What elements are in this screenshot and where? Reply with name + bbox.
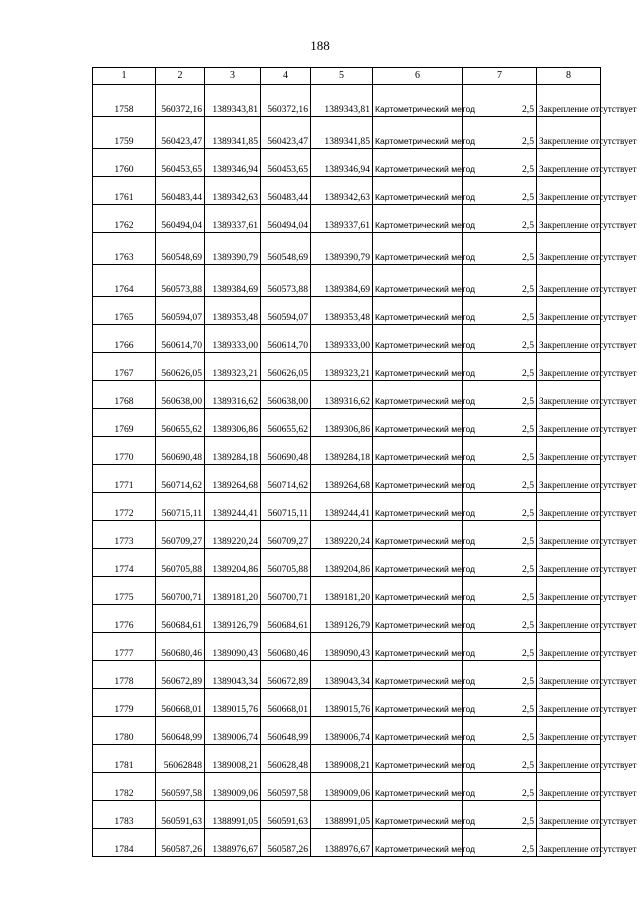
x-coordinate-cell: 560573,88 [156, 265, 205, 297]
method-cell: Картометрический метод [373, 117, 463, 149]
accuracy-cell: 2,5 [463, 605, 537, 633]
y-coordinate-cell: 1389341,85 [311, 117, 373, 149]
table-row [93, 177, 601, 205]
point-number-cell: 1758 [93, 85, 156, 117]
x-coordinate-cell: 560709,27 [261, 521, 311, 549]
method-cell: Картометрический метод [373, 465, 463, 493]
method-cell: Картометрический метод [373, 265, 463, 297]
y-coordinate-cell: 1389353,48 [311, 297, 373, 325]
fixing-cell: Закрепление отсутствует [537, 521, 601, 549]
method-cell: Картометрический метод [373, 605, 463, 633]
y-coordinate-cell: 1389009,06 [205, 773, 261, 801]
y-coordinate-cell: 1389337,61 [311, 205, 373, 233]
x-coordinate-cell: 560684,61 [156, 605, 205, 633]
accuracy-cell: 2,5 [463, 521, 537, 549]
x-coordinate-cell: 560700,71 [261, 577, 311, 605]
table-row [93, 353, 601, 381]
x-coordinate-cell: 560548,69 [156, 233, 205, 265]
column-header: 6 [373, 68, 463, 85]
x-coordinate-cell: 560705,88 [261, 549, 311, 577]
x-coordinate-cell: 560655,62 [156, 409, 205, 437]
table-row [93, 85, 601, 117]
y-coordinate-cell: 1389126,79 [311, 605, 373, 633]
accuracy-cell: 2,5 [463, 117, 537, 149]
accuracy-cell: 2,5 [463, 177, 537, 205]
accuracy-cell: 2,5 [463, 549, 537, 577]
fixing-cell: Закрепление отсутствует [537, 689, 601, 717]
y-coordinate-cell: 1389006,74 [311, 717, 373, 745]
table-row [93, 829, 601, 857]
y-coordinate-cell: 1389346,94 [205, 149, 261, 177]
x-coordinate-cell: 560573,88 [261, 265, 311, 297]
y-coordinate-cell: 1389043,34 [311, 661, 373, 689]
x-coordinate-cell: 560483,44 [156, 177, 205, 205]
y-coordinate-cell: 1389346,94 [311, 149, 373, 177]
table-row [93, 661, 601, 689]
x-coordinate-cell: 560597,58 [156, 773, 205, 801]
fixing-cell: Закрепление отсутствует [537, 149, 601, 177]
y-coordinate-cell: 1389181,20 [311, 577, 373, 605]
fixing-cell: Закрепление отсутствует [537, 633, 601, 661]
table-row [93, 381, 601, 409]
column-header: 2 [156, 68, 205, 85]
x-coordinate-cell: 560423,47 [156, 117, 205, 149]
point-number-cell: 1783 [93, 801, 156, 829]
x-coordinate-cell: 560628,48 [261, 745, 311, 773]
point-number-cell: 1762 [93, 205, 156, 233]
point-number-cell: 1763 [93, 233, 156, 265]
method-cell: Картометрический метод [373, 689, 463, 717]
y-coordinate-cell: 1388976,67 [205, 829, 261, 857]
point-number-cell: 1776 [93, 605, 156, 633]
fixing-cell: Закрепление отсутствует [537, 661, 601, 689]
y-coordinate-cell: 1389316,62 [311, 381, 373, 409]
x-coordinate-cell: 560626,05 [261, 353, 311, 381]
method-cell: Картометрический метод [373, 493, 463, 521]
method-cell: Картометрический метод [373, 353, 463, 381]
x-coordinate-cell: 560715,11 [156, 493, 205, 521]
y-coordinate-cell: 1389323,21 [311, 353, 373, 381]
point-number-cell: 1773 [93, 521, 156, 549]
table-row [93, 437, 601, 465]
table-row [93, 233, 601, 265]
x-coordinate-cell: 560668,01 [156, 689, 205, 717]
x-coordinate-cell: 560715,11 [261, 493, 311, 521]
method-cell: Картометрический метод [373, 577, 463, 605]
x-coordinate-cell: 560680,46 [156, 633, 205, 661]
method-cell: Картометрический метод [373, 233, 463, 265]
y-coordinate-cell: 1389264,68 [311, 465, 373, 493]
method-cell: Картометрический метод [373, 829, 463, 857]
x-coordinate-cell: 560494,04 [156, 205, 205, 233]
point-number-cell: 1771 [93, 465, 156, 493]
x-coordinate-cell: 56062848 [156, 745, 205, 773]
y-coordinate-cell: 1389333,00 [205, 325, 261, 353]
point-number-cell: 1765 [93, 297, 156, 325]
method-cell: Картометрический метод [373, 85, 463, 117]
x-coordinate-cell: 560626,05 [156, 353, 205, 381]
y-coordinate-cell: 1389220,24 [311, 521, 373, 549]
y-coordinate-cell: 1389126,79 [205, 605, 261, 633]
point-number-cell: 1761 [93, 177, 156, 205]
y-coordinate-cell: 1389204,86 [205, 549, 261, 577]
method-cell: Картометрический метод [373, 717, 463, 745]
y-coordinate-cell: 1389008,21 [311, 745, 373, 773]
y-coordinate-cell: 1388991,05 [205, 801, 261, 829]
accuracy-cell: 2,5 [463, 773, 537, 801]
accuracy-cell: 2,5 [463, 661, 537, 689]
fixing-cell: Закрепление отсутствует [537, 773, 601, 801]
fixing-cell: Закрепление отсутствует [537, 605, 601, 633]
y-coordinate-cell: 1389306,86 [311, 409, 373, 437]
table-row [93, 633, 601, 661]
table-row [93, 717, 601, 745]
method-cell: Картометрический метод [373, 381, 463, 409]
x-coordinate-cell: 560709,27 [156, 521, 205, 549]
point-number-cell: 1764 [93, 265, 156, 297]
x-coordinate-cell: 560672,89 [261, 661, 311, 689]
column-header: 8 [537, 68, 601, 85]
x-coordinate-cell: 560648,99 [261, 717, 311, 745]
x-coordinate-cell: 560594,07 [156, 297, 205, 325]
table-row [93, 521, 601, 549]
y-coordinate-cell: 1389015,76 [205, 689, 261, 717]
point-number-cell: 1777 [93, 633, 156, 661]
fixing-cell: Закрепление отсутствует [537, 85, 601, 117]
point-number-cell: 1782 [93, 773, 156, 801]
accuracy-cell: 2,5 [463, 265, 537, 297]
x-coordinate-cell: 560483,44 [261, 177, 311, 205]
table-row [93, 325, 601, 353]
method-cell: Картометрический метод [373, 549, 463, 577]
page-number: 188 [310, 38, 330, 53]
x-coordinate-cell: 560372,16 [156, 85, 205, 117]
y-coordinate-cell: 1389244,41 [311, 493, 373, 521]
column-header: 5 [311, 68, 373, 85]
x-coordinate-cell: 560690,48 [156, 437, 205, 465]
point-number-cell: 1775 [93, 577, 156, 605]
accuracy-cell: 2,5 [463, 409, 537, 437]
accuracy-cell: 2,5 [463, 297, 537, 325]
accuracy-cell: 2,5 [463, 717, 537, 745]
fixing-cell: Закрепление отсутствует [537, 297, 601, 325]
method-cell: Картометрический метод [373, 437, 463, 465]
table-row [93, 117, 601, 149]
x-coordinate-cell: 560587,26 [156, 829, 205, 857]
y-coordinate-cell: 1389244,41 [205, 493, 261, 521]
point-number-cell: 1784 [93, 829, 156, 857]
y-coordinate-cell: 1389204,86 [311, 549, 373, 577]
method-cell: Картометрический метод [373, 745, 463, 773]
point-number-cell: 1779 [93, 689, 156, 717]
fixing-cell: Закрепление отсутствует [537, 325, 601, 353]
x-coordinate-cell: 560668,01 [261, 689, 311, 717]
column-header: 1 [93, 68, 156, 85]
fixing-cell: Закрепление отсутствует [537, 409, 601, 437]
y-coordinate-cell: 1389284,18 [311, 437, 373, 465]
table-body [93, 85, 637, 857]
accuracy-cell: 2,5 [463, 745, 537, 773]
accuracy-cell: 2,5 [463, 689, 537, 717]
y-coordinate-cell: 1389090,43 [205, 633, 261, 661]
y-coordinate-cell: 1389008,21 [205, 745, 261, 773]
x-coordinate-cell: 560594,07 [261, 297, 311, 325]
point-number-cell: 1759 [93, 117, 156, 149]
table-row [93, 577, 601, 605]
fixing-cell: Закрепление отсутствует [537, 381, 601, 409]
fixing-cell: Закрепление отсутствует [537, 465, 601, 493]
method-cell: Картометрический метод [373, 325, 463, 353]
x-coordinate-cell: 560423,47 [261, 117, 311, 149]
table-row [93, 773, 601, 801]
accuracy-cell: 2,5 [463, 633, 537, 661]
y-coordinate-cell: 1389090,43 [311, 633, 373, 661]
fixing-cell: Закрепление отсутствует [537, 493, 601, 521]
y-coordinate-cell: 1389384,69 [311, 265, 373, 297]
fixing-cell: Закрепление отсутствует [537, 549, 601, 577]
point-number-cell: 1780 [93, 717, 156, 745]
x-coordinate-cell: 560591,63 [261, 801, 311, 829]
point-number-cell: 1778 [93, 661, 156, 689]
table-row [93, 205, 601, 233]
point-number-cell: 1760 [93, 149, 156, 177]
accuracy-cell: 2,5 [463, 149, 537, 177]
x-coordinate-cell: 560684,61 [261, 605, 311, 633]
x-coordinate-cell: 560591,63 [156, 801, 205, 829]
x-coordinate-cell: 560453,65 [156, 149, 205, 177]
point-number-cell: 1766 [93, 325, 156, 353]
method-cell: Картометрический метод [373, 773, 463, 801]
table-row [93, 549, 601, 577]
x-coordinate-cell: 560638,00 [261, 381, 311, 409]
coordinates-table [92, 67, 637, 857]
x-coordinate-cell: 560494,04 [261, 205, 311, 233]
fixing-cell: Закрепление отсутствует [537, 437, 601, 465]
point-number-cell: 1768 [93, 381, 156, 409]
x-coordinate-cell: 560680,46 [261, 633, 311, 661]
accuracy-cell: 2,5 [463, 85, 537, 117]
table-row [93, 409, 601, 437]
table-row [93, 297, 601, 325]
column-header: 4 [261, 68, 311, 85]
method-cell: Картометрический метод [373, 521, 463, 549]
fixing-cell: Закрепление отсутствует [537, 177, 601, 205]
method-cell: Картометрический метод [373, 409, 463, 437]
point-number-cell: 1781 [93, 745, 156, 773]
x-coordinate-cell: 560453,65 [261, 149, 311, 177]
method-cell: Картометрический метод [373, 801, 463, 829]
x-coordinate-cell: 560587,26 [261, 829, 311, 857]
y-coordinate-cell: 1389342,63 [205, 177, 261, 205]
fixing-cell: Закрепление отсутствует [537, 205, 601, 233]
y-coordinate-cell: 1389323,21 [205, 353, 261, 381]
accuracy-cell: 2,5 [463, 577, 537, 605]
accuracy-cell: 2,5 [463, 493, 537, 521]
accuracy-cell: 2,5 [463, 465, 537, 493]
fixing-cell: Закрепление отсутствует [537, 717, 601, 745]
table-row [93, 745, 601, 773]
y-coordinate-cell: 1389181,20 [205, 577, 261, 605]
y-coordinate-cell: 1389220,24 [205, 521, 261, 549]
y-coordinate-cell: 1388991,05 [311, 801, 373, 829]
accuracy-cell: 2,5 [463, 353, 537, 381]
x-coordinate-cell: 560700,71 [156, 577, 205, 605]
x-coordinate-cell: 560690,48 [261, 437, 311, 465]
fixing-cell: Закрепление отсутствует [537, 353, 601, 381]
method-cell: Картометрический метод [373, 661, 463, 689]
x-coordinate-cell: 560705,88 [156, 549, 205, 577]
column-header: 7 [463, 68, 537, 85]
table-row [93, 465, 601, 493]
table-row [93, 265, 601, 297]
method-cell: Картометрический метод [373, 633, 463, 661]
y-coordinate-cell: 1389384,69 [205, 265, 261, 297]
y-coordinate-cell: 1389015,76 [311, 689, 373, 717]
x-coordinate-cell: 560638,00 [156, 381, 205, 409]
x-coordinate-cell: 560597,58 [261, 773, 311, 801]
y-coordinate-cell: 1389284,18 [205, 437, 261, 465]
accuracy-cell: 2,5 [463, 381, 537, 409]
accuracy-cell: 2,5 [463, 437, 537, 465]
fixing-cell: Закрепление отсутствует [537, 117, 601, 149]
fixing-cell: Закрепление отсутствует [537, 745, 601, 773]
fixing-cell: Закрепление отсутствует [537, 265, 601, 297]
x-coordinate-cell: 560714,62 [156, 465, 205, 493]
y-coordinate-cell: 1389353,48 [205, 297, 261, 325]
fixing-cell: Закрепление отсутствует [537, 233, 601, 265]
table-row [93, 605, 601, 633]
x-coordinate-cell: 560614,70 [261, 325, 311, 353]
y-coordinate-cell: 1389316,62 [205, 381, 261, 409]
method-cell: Картометрический метод [373, 297, 463, 325]
accuracy-cell: 2,5 [463, 829, 537, 857]
y-coordinate-cell: 1389341,85 [205, 117, 261, 149]
y-coordinate-cell: 1389043,34 [205, 661, 261, 689]
y-coordinate-cell: 1388976,67 [311, 829, 373, 857]
point-number-cell: 1774 [93, 549, 156, 577]
y-coordinate-cell: 1389390,79 [205, 233, 261, 265]
column-header: 3 [205, 68, 261, 85]
accuracy-cell: 2,5 [463, 233, 537, 265]
y-coordinate-cell: 1389009,06 [311, 773, 373, 801]
y-coordinate-cell: 1389306,86 [205, 409, 261, 437]
x-coordinate-cell: 560648,99 [156, 717, 205, 745]
method-cell: Картометрический метод [373, 149, 463, 177]
point-number-cell: 1769 [93, 409, 156, 437]
y-coordinate-cell: 1389390,79 [311, 233, 373, 265]
method-cell: Картометрический метод [373, 205, 463, 233]
fixing-cell: Закрепление отсутствует [537, 829, 601, 857]
y-coordinate-cell: 1389333,00 [311, 325, 373, 353]
x-coordinate-cell: 560548,69 [261, 233, 311, 265]
y-coordinate-cell: 1389342,63 [311, 177, 373, 205]
accuracy-cell: 2,5 [463, 801, 537, 829]
point-number-cell: 1770 [93, 437, 156, 465]
table-row [93, 493, 601, 521]
y-coordinate-cell: 1389343,81 [205, 85, 261, 117]
fixing-cell: Закрепление отсутствует [537, 801, 601, 829]
fixing-cell: Закрепление отсутствует [537, 577, 601, 605]
x-coordinate-cell: 560714,62 [261, 465, 311, 493]
y-coordinate-cell: 1389006,74 [205, 717, 261, 745]
table-row [93, 149, 601, 177]
x-coordinate-cell: 560372,16 [261, 85, 311, 117]
point-number-cell: 1772 [93, 493, 156, 521]
table-row [93, 801, 601, 829]
accuracy-cell: 2,5 [463, 325, 537, 353]
table-row [93, 689, 601, 717]
y-coordinate-cell: 1389264,68 [205, 465, 261, 493]
method-cell: Картометрический метод [373, 177, 463, 205]
x-coordinate-cell: 560672,89 [156, 661, 205, 689]
point-number-cell: 1767 [93, 353, 156, 381]
table-header-row [93, 68, 601, 85]
y-coordinate-cell: 1389343,81 [311, 85, 373, 117]
y-coordinate-cell: 1389337,61 [205, 205, 261, 233]
x-coordinate-cell: 560655,62 [261, 409, 311, 437]
accuracy-cell: 2,5 [463, 205, 537, 233]
x-coordinate-cell: 560614,70 [156, 325, 205, 353]
